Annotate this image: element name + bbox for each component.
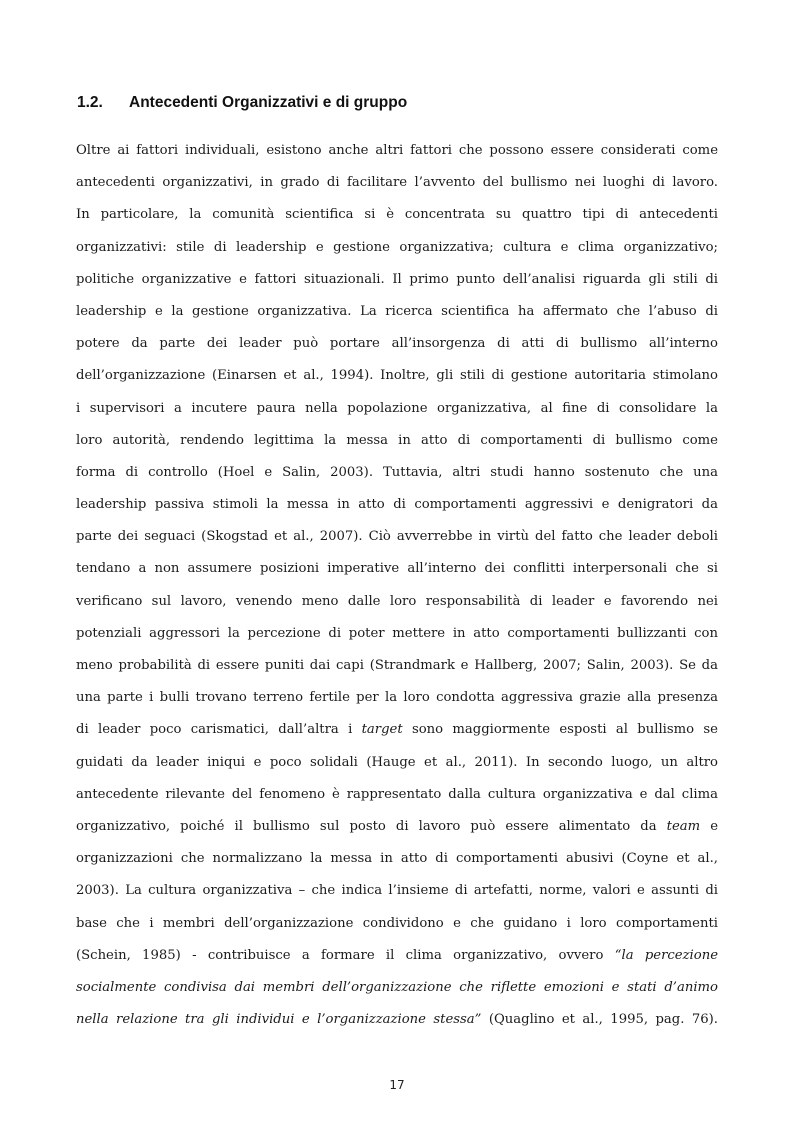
text-run: i supervisori a incutere paura nella popolazione organizzativa, al fine di consolidare la xyxy=(76,400,718,416)
body-paragraph xyxy=(76,135,718,1036)
text-line xyxy=(76,457,718,489)
text-run: dell’organizzazione (Einarsen et al., 1994). Inoltre, gli stili di gestione autoritaria stimolano xyxy=(76,368,718,384)
text-run: (Schein, 1985) - contribuisce a formare il clima organizzativo, ovvero xyxy=(76,947,615,963)
text-line xyxy=(76,714,718,746)
text-line xyxy=(76,940,718,972)
text-run: sono maggiormente esposti al bullismo se xyxy=(402,722,718,738)
text-run: di leader poco carismatici, dall’altra i xyxy=(76,722,362,738)
text-line xyxy=(76,489,718,521)
text-line xyxy=(76,682,718,714)
text-line xyxy=(76,425,718,457)
text-line xyxy=(76,811,718,843)
text-run: socialmente condivisa dai membri dell’organizzazione che riflette emozioni e stati d’animo xyxy=(76,979,718,995)
section-title: Antecedenti Organizzativi e di gruppo xyxy=(129,94,408,111)
text-line xyxy=(76,296,718,328)
text-line xyxy=(76,360,718,392)
text-line xyxy=(76,779,718,811)
text-run: organizzativi: stile di leadership e gestione organizzativa; cultura e clima organizzativo; xyxy=(76,239,718,255)
text-line xyxy=(76,328,718,360)
text-line xyxy=(76,650,718,682)
text-line xyxy=(76,972,718,1004)
text-run: team xyxy=(666,818,701,834)
text-run: target xyxy=(361,722,403,738)
text-line xyxy=(76,135,718,167)
text-line xyxy=(76,264,718,296)
text-run: una parte i bulli trovano terreno fertile per la loro condotta aggressiva grazie alla presenza xyxy=(76,690,718,706)
text-run: nella relazione tra gli individui e l’organizzazione stessa” xyxy=(76,1012,482,1028)
text-run: organizzazioni che normalizzano la messa in atto di comportamenti abusivi (Coyne et al., xyxy=(76,851,718,867)
text-run: parte dei seguaci (Skogstad et al., 2007). Ciò avverrebbe in virtù del fatto che leader deboli xyxy=(76,529,718,545)
text-run: meno probabilità di essere puniti dai capi (Strandmark e Hallberg, 2007; Salin, 2003). Se da xyxy=(76,658,718,673)
text-run: organizzativo, poiché il bullismo sul posto di lavoro può essere alimentato da xyxy=(76,818,667,834)
text-run: tendano a non assumere posizioni imperative all’interno dei conflitti interpersonali che si xyxy=(76,561,718,577)
text-run: leadership passiva stimoli la messa in atto di comportamenti aggressivi e denigratori da xyxy=(76,497,718,513)
text-run: 2003). La cultura organizzativa – che indica l’insieme di artefatti, norme, valori e assunti di xyxy=(76,883,718,899)
text-run: antecedente rilevante del fenomeno è rappresentato dalla cultura organizzativa e dal clima xyxy=(76,786,718,802)
text-run: “la percezione xyxy=(614,947,718,963)
text-line xyxy=(76,199,718,231)
text-line xyxy=(76,908,718,940)
text-run: guidati da leader iniqui e poco solidali (Hauge et al., 2011). In secondo luogo, un altro xyxy=(76,754,718,770)
text-run: potere da parte dei leader può portare all’insorgenza di atti di bullismo all’interno xyxy=(76,336,718,352)
section-heading xyxy=(77,94,407,112)
text-line xyxy=(76,232,718,264)
text-run: politiche organizzative e fattori situazionali. Il primo punto dell’analisi riguarda gli stili di xyxy=(76,271,718,287)
page-number: 17 xyxy=(389,1078,405,1092)
text-line xyxy=(76,875,718,907)
text-run: leadership e la gestione organizzativa. La ricerca scientifica ha affermato che l’abuso di xyxy=(76,303,718,319)
text-run: e xyxy=(700,818,718,834)
text-line xyxy=(76,618,718,650)
text-run: forma di controllo (Hoel e Salin, 2003). Tuttavia, altri studi hanno sostenuto che una xyxy=(76,464,718,480)
text-line xyxy=(76,1004,718,1036)
text-line xyxy=(76,747,718,779)
text-line xyxy=(76,553,718,585)
text-run: potenziali aggressori la percezione di poter mettere in atto comportamenti bullizzanti con xyxy=(76,625,718,641)
text-run: antecedenti organizzativi, in grado di facilitare l’avvento del bullismo nei luoghi di lavoro. xyxy=(76,175,718,191)
text-run: loro autorità, rendendo legittima la messa in atto di comportamenti di bullismo come xyxy=(76,432,718,448)
text-run: Oltre ai fattori individuali, esistono anche altri fattori che possono essere considerati come xyxy=(76,143,718,158)
section-number: 1.2. xyxy=(77,94,103,111)
text-line xyxy=(76,521,718,553)
text-line xyxy=(76,843,718,875)
text-line xyxy=(76,586,718,618)
text-run: verificano sul lavoro, venendo meno dalle loro responsabilità di leader e favorendo nei xyxy=(76,593,718,609)
text-run: In particolare, la comunità scientifica si è concentrata su quattro tipi di antecedenti xyxy=(76,207,718,223)
text-run: base che i membri dell’organizzazione condividono e che guidano i loro comportamenti xyxy=(76,915,718,931)
text-run: (Quaglino et al., 1995, pag. 76). xyxy=(481,1012,718,1028)
text-line xyxy=(76,167,718,199)
text-line xyxy=(76,393,718,425)
